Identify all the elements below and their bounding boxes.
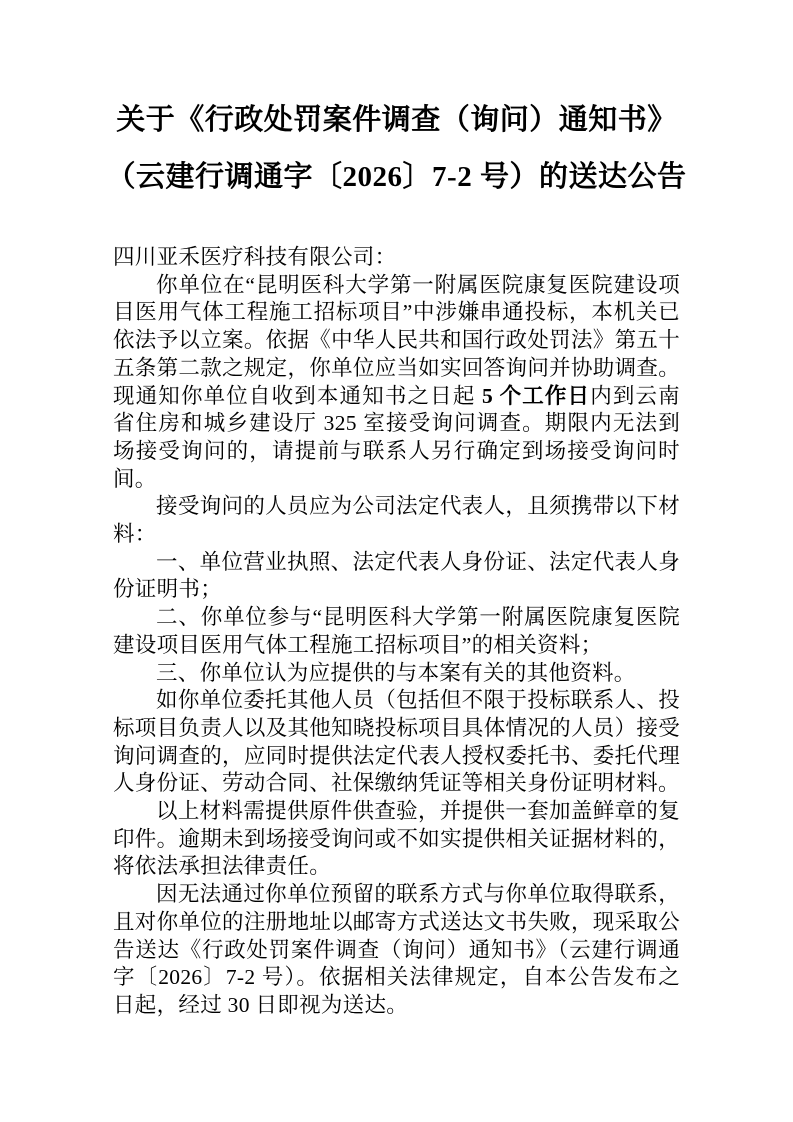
paragraph-text: 四川亚禾医疗科技有限公司： [113, 245, 397, 269]
paragraph-text: 如你单位委托其他人员（包括但不限于投标联系人、投标项目负责人以及其他知晓投标项目具体情况的人员）接受询问调查的，应同时提供法定代表人授权委托书、委托代理人身份证、劳动合同、社保缴纳凭证等相关身份证明材料。 [113, 688, 680, 796]
paragraph-text: 一、单位营业执照、法定代表人身份证、法定代表人身份证明书； [113, 549, 680, 602]
paragraph [113, 660, 680, 688]
paragraph-text: 三、你单位认为应提供的与本案有关的其他资料。 [156, 660, 636, 685]
document-title-line-2: （云建行调通字〔2026〕7-2 号）的送达公告 [106, 161, 687, 193]
document-title [0, 0, 793, 206]
paragraph [113, 687, 680, 798]
paragraph-text: 因无法通过你单位预留的联系方式与你单位取得联系，且对你单位的注册地址以邮寄方式送达文书失败，现采取公告送达《行政处罚案件调查（询问）通知书》（云建行调通字〔2026〕7-2 号）。依据相关法律规定，自本公告发布之日起，经过 30 日即视为送达。 [113, 882, 680, 1017]
paragraph-text: 你单位在“昆明医科大学第一附属医院康复医院建设项目医用气体工程施工招标项目”中涉嫌串通投标，本机关已依法予以立案。依据《中华人民共和国行政处罚法》第五十五条第二款之规定，你单位应当如实回答询问并协助调查。现通知你单位自收到本通知书之日起 [113, 272, 680, 408]
paragraph-text: 接受询问的人员应为公司法定代表人，且须携带以下材料： [113, 494, 680, 547]
paragraph [113, 798, 680, 881]
paragraph [113, 493, 680, 548]
paragraph [113, 549, 680, 604]
document-body [113, 244, 680, 1020]
paragraph [113, 604, 680, 659]
paragraph-text: 内到云南省住房和城乡建设厅 325 室接受询问调查。期限内无法到场接受询问的，请提前与联系人另行确定到场接受询问时间。 [113, 383, 680, 491]
paragraph-text: 二、你单位参与“昆明医科大学第一附属医院康复医院建设项目医用气体工程施工招标项目”的相关资料； [113, 605, 680, 657]
paragraph [113, 272, 680, 494]
document-title-line-1: 关于《行政处罚案件调查（询问）通知书》 [116, 104, 677, 136]
paragraph [113, 244, 680, 272]
paragraph-text-bold: 5 个工作日 [482, 383, 591, 408]
paragraph [113, 881, 680, 1020]
paragraph-text: 以上材料需提供原件供查验，并提供一套加盖鲜章的复印件。逾期未到场接受询问或不如实提供相关证据材料的，将依法承担法律责任。 [113, 799, 680, 879]
